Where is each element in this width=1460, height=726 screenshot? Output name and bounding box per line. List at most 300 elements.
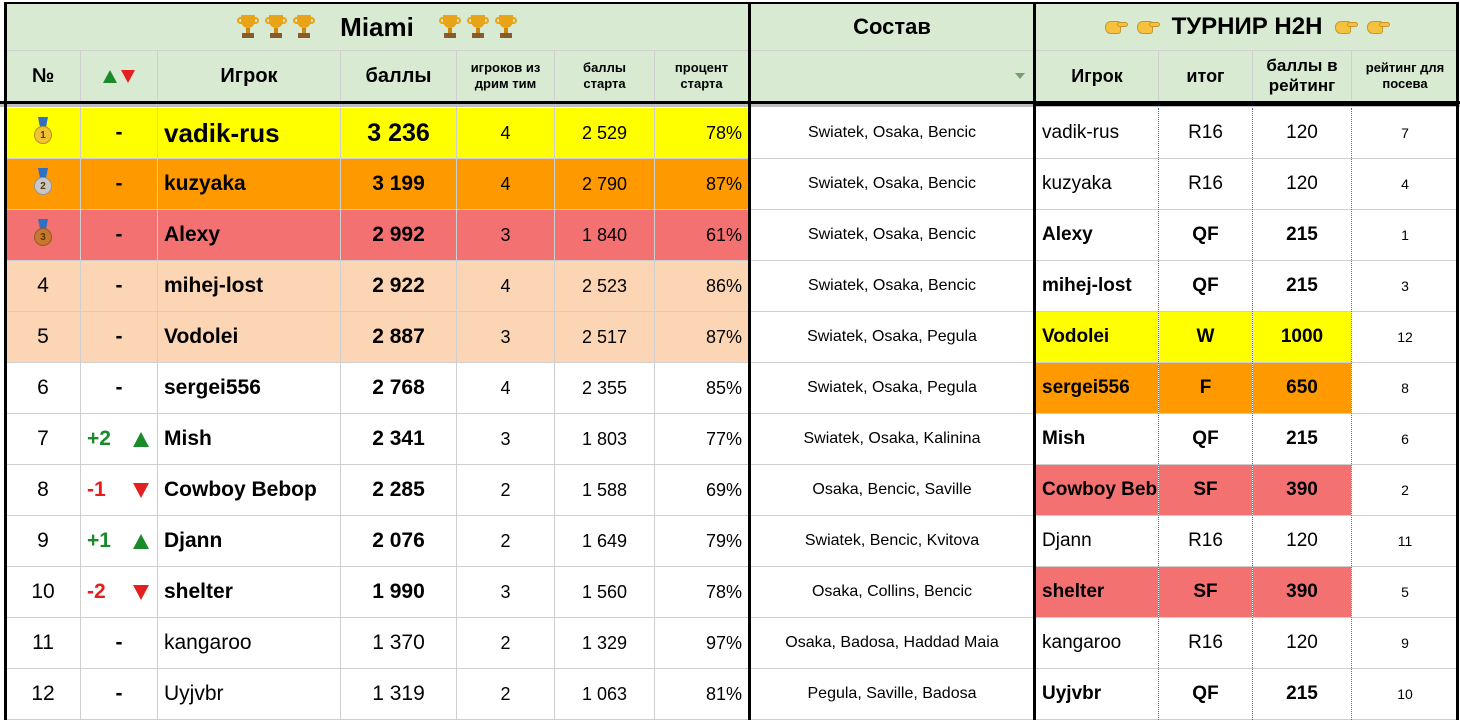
- h2h-rating-points-cell[interactable]: [1253, 669, 1351, 719]
- trophy-icon: [439, 14, 461, 40]
- start-percent-value: 81%: [705, 683, 742, 704]
- h2h-player-cell[interactable]: [1036, 618, 1158, 668]
- rank-cell[interactable]: [6, 567, 80, 617]
- player-cell[interactable]: [158, 108, 340, 158]
- h2h-player-cell[interactable]: [1036, 414, 1158, 464]
- row-divider: [6, 515, 1458, 516]
- change-cell[interactable]: [81, 465, 157, 515]
- column-divider-dotted: [1252, 108, 1253, 720]
- dream-cell[interactable]: [457, 567, 554, 617]
- points-value: 2 341: [372, 427, 425, 450]
- rank-cell[interactable]: [6, 312, 80, 362]
- rank-number: 5: [37, 325, 49, 348]
- arrow-up-icon: [133, 432, 149, 447]
- h2h-result-cell[interactable]: [1159, 669, 1252, 719]
- h2h-player-name: vadik-rus: [1042, 122, 1120, 143]
- start-percent-cell[interactable]: [655, 312, 748, 362]
- seed-value: 4: [1401, 176, 1409, 192]
- rank-number: 11: [32, 631, 54, 654]
- points-cell[interactable]: [341, 159, 456, 209]
- change-value: -: [115, 682, 123, 705]
- player-name: kangaroo: [164, 631, 252, 654]
- lineup-value: Pegula, Saville, Badosa: [807, 685, 977, 702]
- rank-number: 4: [37, 274, 49, 297]
- h2h-col-header-result-label: итог: [1186, 65, 1225, 86]
- lineup-cell[interactable]: [751, 210, 1033, 260]
- col-header-num[interactable]: [6, 51, 80, 101]
- section-border: [4, 2, 7, 720]
- seed-value: 1: [1401, 227, 1409, 243]
- h2h-result-cell[interactable]: [1159, 210, 1252, 260]
- h2h-result-cell[interactable]: [1159, 465, 1252, 515]
- medal-bronze-icon: 3: [30, 219, 56, 251]
- player-cell[interactable]: [158, 618, 340, 668]
- dream-cell[interactable]: [457, 363, 554, 413]
- h2h-rating-points-cell[interactable]: [1253, 312, 1351, 362]
- start-points-value: 2 517: [581, 326, 628, 347]
- row-divider: [6, 413, 1458, 414]
- change-cell[interactable]: [81, 159, 157, 209]
- points-cell[interactable]: [341, 210, 456, 260]
- lineup-value: Swiatek, Osaka, Pegula: [807, 328, 977, 345]
- h2h-result-value: SF: [1193, 479, 1218, 500]
- start-percent-cell[interactable]: [655, 669, 748, 719]
- player-cell[interactable]: [158, 363, 340, 413]
- rank-cell[interactable]: [6, 669, 80, 719]
- section-border: [748, 2, 751, 720]
- start-percent-cell[interactable]: [655, 567, 748, 617]
- rank-number: 9: [37, 529, 49, 552]
- points-value: 1 370: [372, 631, 425, 654]
- medal-silver-icon: 2: [30, 168, 56, 200]
- points-cell[interactable]: [341, 108, 456, 158]
- pointing-hand-icon: [1103, 17, 1129, 37]
- rank-number: 8: [37, 478, 49, 501]
- player-cell[interactable]: [158, 159, 340, 209]
- h2h-player-cell[interactable]: [1036, 363, 1158, 413]
- lineup-cell[interactable]: [751, 363, 1033, 413]
- change-cell[interactable]: [81, 618, 157, 668]
- col-header-points-label: баллы: [365, 64, 432, 87]
- start-percent-cell[interactable]: [655, 159, 748, 209]
- start-percent-cell[interactable]: [655, 108, 748, 158]
- seed-cell[interactable]: [1352, 414, 1458, 464]
- arrow-up-icon: [133, 534, 149, 549]
- h2h-rating-points-cell[interactable]: [1253, 465, 1351, 515]
- points-value: 2 922: [372, 274, 425, 297]
- change-cell[interactable]: [81, 210, 157, 260]
- rank-cell[interactable]: [6, 618, 80, 668]
- player-cell[interactable]: [158, 516, 340, 566]
- seed-cell[interactable]: [1352, 261, 1458, 311]
- lineup-value: Osaka, Bencic, Saville: [812, 481, 972, 498]
- points-cell[interactable]: [341, 567, 456, 617]
- dream-cell[interactable]: [457, 261, 554, 311]
- h2h-result-value: R16: [1188, 632, 1223, 653]
- start-points-cell[interactable]: [555, 516, 654, 566]
- h2h-col-header-rating-pts[interactable]: [1253, 51, 1351, 101]
- seed-cell[interactable]: [1352, 567, 1458, 617]
- points-cell[interactable]: [341, 465, 456, 515]
- h2h-result-cell[interactable]: [1159, 618, 1252, 668]
- row-divider: [6, 311, 1458, 312]
- start-points-cell[interactable]: [555, 210, 654, 260]
- sostav-filter-cell[interactable]: [751, 51, 1033, 101]
- rank-cell[interactable]: [6, 363, 80, 413]
- h2h-rating-points-value: 120: [1286, 122, 1318, 143]
- col-header-player[interactable]: [158, 51, 340, 101]
- change-cell[interactable]: [81, 261, 157, 311]
- pointing-hand-icon: [1135, 17, 1161, 37]
- seed-cell[interactable]: [1352, 618, 1458, 668]
- col-header-change[interactable]: [81, 51, 157, 101]
- points-cell[interactable]: [341, 618, 456, 668]
- pointing-hand-icon: [1333, 17, 1359, 37]
- dream-value: 4: [500, 377, 511, 398]
- seed-cell[interactable]: [1352, 210, 1458, 260]
- section-border: [1456, 2, 1459, 720]
- seed-cell[interactable]: [1352, 516, 1458, 566]
- lineup-cell[interactable]: [751, 261, 1033, 311]
- rank-cell[interactable]: [6, 108, 80, 158]
- h2h-rating-points-cell[interactable]: [1253, 261, 1351, 311]
- start-percent-value: 79%: [705, 530, 742, 551]
- player-cell[interactable]: [158, 414, 340, 464]
- start-percent-value: 85%: [705, 377, 742, 398]
- start-points-cell[interactable]: [555, 261, 654, 311]
- points-cell[interactable]: [341, 261, 456, 311]
- section-border: [1033, 2, 1036, 720]
- change-value: -: [115, 223, 123, 246]
- start-points-cell[interactable]: [555, 108, 654, 158]
- lineup-value: Swiatek, Osaka, Bencic: [807, 175, 977, 192]
- h2h-player-cell[interactable]: [1036, 516, 1158, 566]
- h2h-result-value: F: [1199, 377, 1212, 398]
- h2h-result-cell[interactable]: [1159, 567, 1252, 617]
- dream-cell[interactable]: [457, 159, 554, 209]
- h2h-player-cell[interactable]: [1036, 261, 1158, 311]
- h2h-player-cell[interactable]: [1036, 465, 1158, 515]
- start-percent-value: 86%: [705, 275, 742, 296]
- h2h-player-name: mihej-lost: [1042, 275, 1132, 296]
- row-divider: [6, 566, 1458, 567]
- points-cell[interactable]: [341, 669, 456, 719]
- player-cell[interactable]: [158, 567, 340, 617]
- h2h-rating-points-value: 390: [1286, 479, 1318, 500]
- h2h-col-header-player[interactable]: [1036, 51, 1158, 101]
- lineup-value: Swiatek, Osaka, Kalinina: [803, 430, 981, 447]
- trophy-icon: [467, 14, 489, 40]
- h2h-title: ТУРНИР H2H: [1171, 13, 1323, 40]
- change-value: -: [115, 376, 123, 399]
- start-percent-cell[interactable]: [655, 414, 748, 464]
- h2h-rating-points-value: 215: [1286, 428, 1318, 449]
- row-divider: [6, 260, 1458, 261]
- column-divider: [456, 51, 457, 720]
- lineup-cell[interactable]: [751, 669, 1033, 719]
- rank-number: 6: [37, 376, 49, 399]
- h2h-rating-points-value: 215: [1286, 275, 1318, 296]
- dream-cell[interactable]: [457, 465, 554, 515]
- player-cell[interactable]: [158, 312, 340, 362]
- points-value: 2 887: [372, 325, 425, 348]
- dream-cell[interactable]: [457, 414, 554, 464]
- change-cell[interactable]: [81, 363, 157, 413]
- points-value: 1 990: [372, 580, 425, 603]
- trophy-icon: [265, 14, 287, 40]
- h2h-player-name: Alexy: [1042, 224, 1093, 245]
- h2h-result-value: SF: [1193, 581, 1218, 602]
- start-points-value: 2 529: [581, 122, 628, 143]
- change-value: -: [115, 121, 123, 144]
- seed-value: 8: [1401, 380, 1409, 396]
- h2h-result-cell[interactable]: [1159, 363, 1252, 413]
- start-percent-cell[interactable]: [655, 363, 748, 413]
- h2h-player-name: Uyjvbr: [1042, 683, 1102, 704]
- dream-cell[interactable]: [457, 108, 554, 158]
- change-value: -1: [87, 478, 106, 501]
- seed-cell[interactable]: [1352, 669, 1458, 719]
- lineup-value: Swiatek, Osaka, Bencic: [807, 277, 977, 294]
- row-divider: [6, 362, 1458, 363]
- start-percent-value: 78%: [705, 122, 742, 143]
- rank-cell[interactable]: [6, 516, 80, 566]
- start-percent-cell[interactable]: [655, 516, 748, 566]
- dream-value: 3: [500, 428, 511, 449]
- dream-value: 2: [500, 632, 511, 653]
- arrow-down-icon: [133, 585, 149, 600]
- h2h-result-cell[interactable]: [1159, 516, 1252, 566]
- change-cell[interactable]: [81, 414, 157, 464]
- start-points-value: 1 560: [581, 581, 628, 602]
- change-cell[interactable]: [81, 312, 157, 362]
- seed-value: 2: [1401, 482, 1409, 498]
- h2h-rating-points-cell[interactable]: [1253, 108, 1351, 158]
- dream-cell[interactable]: [457, 618, 554, 668]
- h2h-rating-points-cell[interactable]: [1253, 210, 1351, 260]
- column-divider: [654, 51, 655, 720]
- change-cell[interactable]: [81, 669, 157, 719]
- h2h-border: [1033, 104, 1459, 106]
- h2h-rating-points-value: 390: [1286, 581, 1318, 602]
- h2h-player-name: shelter: [1042, 581, 1105, 602]
- h2h-col-header-result[interactable]: [1159, 51, 1252, 101]
- player-name: Mish: [164, 427, 212, 450]
- h2h-rating-points-cell[interactable]: [1253, 618, 1351, 668]
- start-points-cell[interactable]: [555, 159, 654, 209]
- h2h-player-cell[interactable]: [1036, 669, 1158, 719]
- seed-value: 12: [1397, 329, 1413, 345]
- player-name: shelter: [164, 580, 233, 603]
- col-header-start-pct-label: процент старта: [674, 60, 729, 91]
- col-header-dream[interactable]: [457, 51, 554, 101]
- seed-cell[interactable]: [1352, 108, 1458, 158]
- points-cell[interactable]: [341, 363, 456, 413]
- sostav-title: Состав: [853, 14, 931, 39]
- h2h-title-cell[interactable]: [1036, 4, 1458, 50]
- h2h-result-value: R16: [1188, 530, 1223, 551]
- rank-cell[interactable]: [6, 465, 80, 515]
- start-points-value: 2 355: [581, 377, 628, 398]
- dream-value: 3: [500, 224, 511, 245]
- start-points-cell[interactable]: [555, 363, 654, 413]
- h2h-result-cell[interactable]: [1159, 108, 1252, 158]
- seed-value: 5: [1401, 584, 1409, 600]
- player-name: Alexy: [164, 223, 221, 246]
- rank-cell[interactable]: [6, 210, 80, 260]
- dream-value: 2: [500, 479, 511, 500]
- h2h-result-cell[interactable]: [1159, 312, 1252, 362]
- h2h-player-name: kangaroo: [1042, 632, 1122, 653]
- dream-value: 3: [500, 581, 511, 602]
- col-header-start-pct[interactable]: [655, 51, 748, 101]
- start-points-cell[interactable]: [555, 618, 654, 668]
- start-points-cell[interactable]: [555, 669, 654, 719]
- player-cell[interactable]: [158, 465, 340, 515]
- row-divider: [6, 464, 1458, 465]
- dream-cell[interactable]: [457, 669, 554, 719]
- rank-cell[interactable]: [6, 414, 80, 464]
- start-points-cell[interactable]: [555, 465, 654, 515]
- h2h-result-cell[interactable]: [1159, 414, 1252, 464]
- header-row-divider: [6, 50, 1458, 51]
- h2h-player-cell[interactable]: [1036, 210, 1158, 260]
- h2h-col-header-seed[interactable]: [1352, 51, 1458, 101]
- h2h-rating-points-cell[interactable]: [1253, 363, 1351, 413]
- seed-cell[interactable]: [1352, 363, 1458, 413]
- column-divider: [340, 51, 341, 720]
- arrow-up-icon: [103, 70, 117, 83]
- h2h-result-value: QF: [1192, 428, 1219, 449]
- lineup-cell[interactable]: [751, 516, 1033, 566]
- miami-title-cell[interactable]: [6, 4, 748, 50]
- dream-value: 4: [500, 122, 511, 143]
- player-cell[interactable]: [158, 669, 340, 719]
- points-value: 3 236: [367, 118, 430, 147]
- start-points-value: 1 840: [581, 224, 628, 245]
- h2h-result-cell[interactable]: [1159, 261, 1252, 311]
- change-cell[interactable]: [81, 567, 157, 617]
- player-name: mihej-lost: [164, 274, 264, 297]
- lineup-value: Osaka, Collins, Bencic: [811, 583, 973, 600]
- h2h-player-cell[interactable]: [1036, 159, 1158, 209]
- h2h-rating-points-value: 650: [1286, 377, 1318, 398]
- arrow-down-icon: [133, 483, 149, 498]
- column-divider: [1252, 51, 1253, 101]
- seed-value: 6: [1401, 431, 1409, 447]
- col-header-start-pts-label: баллы старта: [583, 60, 626, 91]
- start-points-value: 1 329: [581, 632, 628, 653]
- points-cell[interactable]: [341, 414, 456, 464]
- player-name: Djann: [164, 529, 223, 552]
- player-cell[interactable]: [158, 261, 340, 311]
- rank-cell[interactable]: [6, 261, 80, 311]
- h2h-rating-points-value: 215: [1286, 224, 1318, 245]
- points-cell[interactable]: [341, 312, 456, 362]
- h2h-result-cell[interactable]: [1159, 159, 1252, 209]
- trophy-icon: [237, 14, 259, 40]
- start-points-value: 1 588: [581, 479, 628, 500]
- col-header-dream-label: игроков из дрим тим: [470, 60, 541, 91]
- h2h-result-value: QF: [1192, 683, 1219, 704]
- dream-cell[interactable]: [457, 210, 554, 260]
- h2h-player-cell[interactable]: [1036, 108, 1158, 158]
- medal-gold-icon: 1: [30, 117, 56, 149]
- change-cell[interactable]: [81, 516, 157, 566]
- h2h-player-name: Mish: [1042, 428, 1086, 449]
- h2h-player-cell[interactable]: [1036, 312, 1158, 362]
- h2h-player-name: sergei556: [1042, 377, 1130, 398]
- player-cell[interactable]: [158, 210, 340, 260]
- h2h-result-value: W: [1196, 326, 1215, 347]
- row-divider: [6, 158, 1458, 159]
- lineup-cell[interactable]: [751, 465, 1033, 515]
- points-value: 2 076: [372, 529, 425, 552]
- miami-title: Miami: [340, 11, 414, 42]
- seed-cell[interactable]: [1352, 465, 1458, 515]
- seed-value: 11: [1397, 533, 1413, 549]
- seed-value: 9: [1401, 635, 1409, 651]
- col-header-start-pts[interactable]: [555, 51, 654, 101]
- start-points-cell[interactable]: [555, 414, 654, 464]
- h2h-rating-points-cell[interactable]: [1253, 159, 1351, 209]
- seed-cell[interactable]: [1352, 312, 1458, 362]
- h2h-rating-points-cell[interactable]: [1253, 414, 1351, 464]
- start-points-cell[interactable]: [555, 312, 654, 362]
- lineup-cell[interactable]: [751, 567, 1033, 617]
- start-percent-cell[interactable]: [655, 261, 748, 311]
- dream-value: 4: [500, 275, 511, 296]
- rank-number: 7: [37, 427, 49, 450]
- lineup-cell[interactable]: [751, 312, 1033, 362]
- lineup-cell[interactable]: [751, 618, 1033, 668]
- lineup-cell[interactable]: [751, 159, 1033, 209]
- lineup-cell[interactable]: [751, 414, 1033, 464]
- sostav-header-cell[interactable]: [751, 4, 1033, 50]
- player-name: kuzyaka: [164, 172, 246, 195]
- dream-cell[interactable]: [457, 312, 554, 362]
- dream-value: 2: [500, 530, 511, 551]
- seed-cell[interactable]: [1352, 159, 1458, 209]
- start-percent-cell[interactable]: [655, 210, 748, 260]
- top-border: [4, 2, 1459, 4]
- h2h-rating-points-cell[interactable]: [1253, 567, 1351, 617]
- h2h-rating-points-value: 120: [1286, 530, 1318, 551]
- rank-cell[interactable]: [6, 159, 80, 209]
- change-cell[interactable]: [81, 108, 157, 158]
- start-percent-cell[interactable]: [655, 618, 748, 668]
- trophy-icon: [495, 14, 517, 40]
- start-percent-cell[interactable]: [655, 465, 748, 515]
- start-points-cell[interactable]: [555, 567, 654, 617]
- rank-number: 10: [31, 580, 55, 603]
- seed-value: 3: [1401, 278, 1409, 294]
- points-value: 3 199: [372, 172, 425, 195]
- seed-value: 7: [1401, 125, 1409, 141]
- row-divider: [6, 209, 1458, 210]
- h2h-rating-points-cell[interactable]: [1253, 516, 1351, 566]
- points-cell[interactable]: [341, 516, 456, 566]
- h2h-player-cell[interactable]: [1036, 567, 1158, 617]
- h2h-rating-points-value: 120: [1286, 632, 1318, 653]
- lineup-cell[interactable]: [751, 108, 1033, 158]
- start-percent-value: 69%: [705, 479, 742, 500]
- column-divider: [554, 51, 555, 720]
- dropdown-arrow-icon[interactable]: [1015, 73, 1025, 79]
- col-header-points[interactable]: [341, 51, 456, 101]
- points-value: 2 992: [372, 223, 425, 246]
- dream-cell[interactable]: [457, 516, 554, 566]
